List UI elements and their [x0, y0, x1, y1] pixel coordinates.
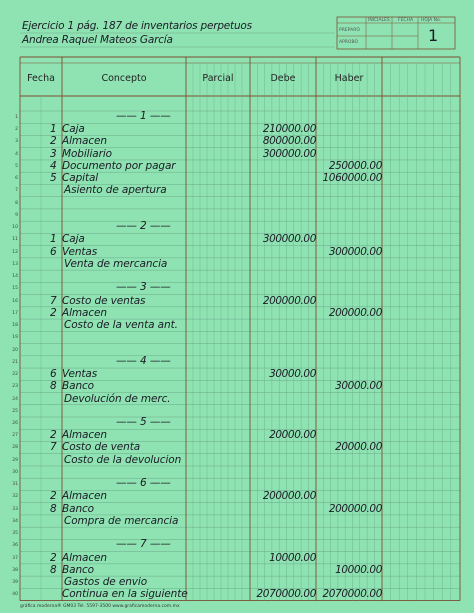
row-number: 28: [12, 445, 18, 451]
row-number: 34: [12, 518, 18, 524]
credit-amount: 2070000.00: [322, 588, 382, 601]
row-number: 18: [12, 323, 18, 329]
account-number: 3: [50, 147, 57, 160]
account-number: 7: [50, 441, 57, 454]
debit-amount: 800000.00: [262, 135, 316, 148]
row-number: 16: [12, 298, 18, 304]
column-header-fecha: Fecha: [27, 73, 55, 84]
credit-amount: 300000.00: [328, 245, 382, 258]
account-number: 2: [50, 551, 57, 564]
debit-amount: 30000.00: [269, 368, 316, 381]
account-number: 5: [50, 172, 57, 185]
row-number: 22: [12, 372, 18, 378]
row-number: 14: [12, 274, 18, 280]
account-name: Banco: [62, 502, 94, 515]
entry-marker: —— 1 ——: [116, 110, 171, 122]
account-number: 1: [50, 233, 57, 246]
sheet-number: 1: [428, 26, 439, 45]
row-number: 30: [12, 469, 18, 475]
debit-amount: 20000.00: [269, 429, 316, 442]
row-number: 39: [12, 580, 18, 586]
row-number: 33: [12, 506, 18, 512]
row-number: 37: [12, 555, 18, 561]
row-number: 19: [12, 335, 18, 341]
row-number: 8: [15, 200, 18, 206]
header-label-hoja: HOJA No.: [421, 18, 442, 23]
row-number: 13: [12, 261, 18, 267]
entry-description: Compra de mercancia: [64, 514, 179, 527]
column-header-concepto: Concepto: [101, 73, 147, 84]
account-name: Almacen: [62, 490, 107, 503]
entry-description: Devolución de merc.: [64, 392, 171, 405]
author-name: Andrea Raquel Mateos García: [22, 34, 173, 46]
account-name: Ventas: [62, 368, 98, 381]
exercise-title: Ejercicio 1 pág. 187 de inventarios perpetuos: [22, 20, 252, 32]
row-number: 10: [12, 225, 18, 231]
row-number: 31: [12, 482, 18, 488]
row-number: 32: [12, 494, 18, 500]
row-number: 3: [15, 139, 18, 145]
row-number: 1: [15, 115, 18, 120]
credit-amount: 200000.00: [328, 306, 382, 319]
debit-amount: 10000.00: [269, 551, 316, 564]
account-number: 6: [50, 368, 57, 381]
account-name: Capital: [62, 172, 99, 185]
entry-description: Asiento de apertura: [64, 184, 167, 197]
entry-marker: —— 7 ——: [116, 538, 171, 551]
account-name: Costo de venta: [62, 441, 141, 454]
account-name: Continua en la siguiente: [62, 588, 188, 601]
row-number: 2: [15, 127, 18, 133]
credit-amount: 200000.00: [328, 502, 382, 515]
debit-amount: 300000.00: [262, 147, 316, 160]
row-number: 25: [12, 408, 18, 414]
account-name: Almacen: [62, 429, 107, 442]
account-name: Caja: [62, 233, 85, 246]
debit-amount: 200000.00: [262, 490, 316, 503]
header-label-aprobo: APROBÓ: [339, 40, 359, 45]
account-name: Almacen: [62, 551, 107, 564]
account-name: Almacen: [62, 135, 107, 148]
account-name: Mobiliario: [62, 147, 112, 160]
row-number: 23: [12, 384, 18, 390]
row-number: 4: [15, 151, 18, 157]
row-number: 6: [15, 176, 18, 182]
credit-amount: 10000.00: [335, 563, 382, 576]
header-label-fecha: FECHA: [398, 18, 414, 23]
row-number: 12: [12, 249, 18, 255]
row-number: 29: [12, 457, 18, 463]
debit-amount: 210000.00: [262, 123, 316, 136]
account-number: 8: [50, 563, 57, 576]
row-number: 17: [12, 310, 18, 316]
row-number: 35: [12, 531, 18, 537]
account-number: 2: [50, 490, 57, 503]
row-number: 20: [12, 347, 18, 353]
column-header-haber: Haber: [334, 73, 364, 84]
row-number: 5: [15, 163, 18, 169]
header-label-iniciales: INICIALES: [368, 18, 390, 23]
entry-marker: —— 6 ——: [116, 477, 171, 490]
entry-marker: —— 3 ——: [116, 281, 171, 294]
column-header-debe: Debe: [270, 73, 296, 84]
row-number: 26: [12, 421, 18, 426]
debit-amount: 2070000.00: [256, 588, 316, 601]
account-number: 6: [50, 245, 57, 258]
entry-marker: —— 2 ——: [116, 220, 171, 233]
account-name: Banco: [62, 563, 94, 576]
column-header-parcial: Parcial: [202, 73, 234, 84]
account-number: 2: [50, 429, 57, 442]
credit-amount: 1060000.00: [322, 172, 382, 185]
header-label-preparo: PREPARÓ: [339, 28, 360, 33]
account-number: 4: [50, 159, 57, 172]
credit-amount: 20000.00: [335, 441, 382, 454]
row-number: 27: [12, 433, 18, 439]
account-number: 2: [50, 306, 57, 319]
entry-description: Costo de la venta ant.: [64, 319, 178, 332]
row-number: 15: [12, 286, 18, 292]
entry-description: Costo de la devolucion: [64, 453, 182, 466]
row-number: 40: [12, 592, 18, 598]
account-number: 8: [50, 380, 57, 393]
account-number: 7: [50, 294, 57, 307]
account-name: Banco: [62, 380, 94, 393]
entry-description: Venta de mercancia: [64, 257, 168, 270]
row-number: 11: [12, 237, 18, 243]
printer-footer: gráfica moderna® GM03 Tel. 5597-3500 www.graficamoderna.com.mx: [20, 604, 180, 609]
account-name: Documento por pagar: [62, 159, 176, 172]
credit-amount: 30000.00: [335, 380, 382, 393]
account-name: Caja: [62, 123, 85, 136]
debit-amount: 200000.00: [262, 294, 316, 307]
account-name: Almacen: [62, 306, 107, 319]
entry-marker: —— 4 ——: [116, 354, 171, 367]
account-number: 8: [50, 502, 57, 515]
account-name: Ventas: [62, 245, 98, 258]
debit-amount: 300000.00: [262, 233, 316, 246]
account-number: 1: [50, 123, 57, 136]
row-number: 36: [12, 543, 18, 549]
account-number: 2: [50, 135, 57, 148]
row-number: 24: [12, 396, 18, 402]
entry-description: Gastos de envio: [64, 576, 148, 589]
credit-amount: 250000.00: [328, 159, 382, 172]
account-name: Costo de ventas: [62, 294, 146, 307]
row-number: 21: [12, 359, 18, 365]
row-number: 38: [12, 567, 18, 573]
entry-marker: —— 5 ——: [116, 416, 171, 428]
row-number: 9: [15, 212, 18, 218]
row-number: 7: [15, 188, 18, 194]
